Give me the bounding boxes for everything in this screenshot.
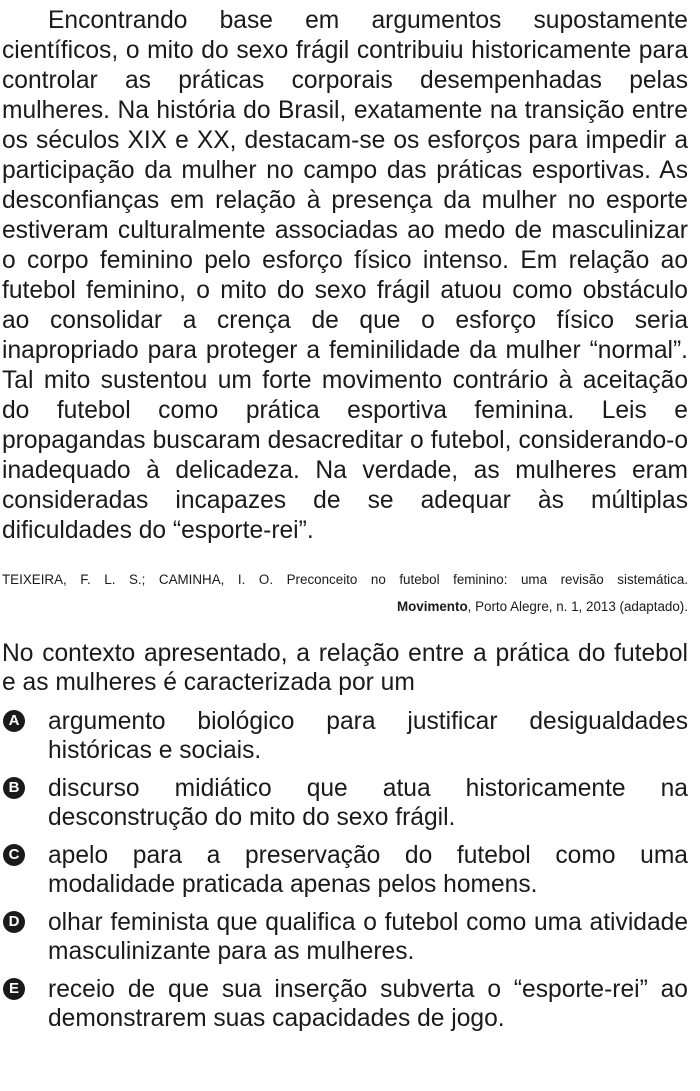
option-d[interactable] (2, 908, 688, 966)
question-stem: No contexto apresentado, a relação entre a prática do futebol e as mulheres é caracterizada por um (2, 640, 688, 696)
option-c-letter-badge: C (3, 844, 25, 866)
option-a[interactable] (2, 707, 688, 765)
option-e[interactable] (2, 975, 688, 1033)
option-a-text: argumento biológico para justificar desigualdades históricas e sociais. (48, 708, 688, 764)
citation-source (2, 593, 688, 620)
citation-journal: Movimento (396, 599, 468, 614)
option-c[interactable] (2, 841, 688, 899)
option-a-letter-badge: A (3, 710, 25, 732)
option-e-text: receio de que sua inserção subverta o “esporte-rei” ao demonstrarem suas capacidades de jogo. (48, 976, 688, 1032)
option-d-letter-badge: D (3, 911, 25, 933)
option-b[interactable] (2, 774, 688, 832)
citation (2, 566, 688, 620)
citation-details: , Porto Alegre, n. 1, 2013 (adaptado). (467, 599, 688, 614)
answer-options (2, 707, 688, 1033)
citation-authors-title: TEIXEIRA, F. L. S.; CAMINHA, I. O. Preconceito no futebol feminino: uma revisão sistemática. (2, 572, 688, 587)
option-b-text: discurso midiático que atua historicamente na desconstrução do mito do sexo frágil. (48, 775, 688, 831)
option-e-letter-badge: E (3, 978, 25, 1000)
option-c-text: apelo para a preservação do futebol como uma modalidade praticada apenas pelos homens. (48, 842, 688, 898)
option-d-text: olhar feminista que qualifica o futebol como uma atividade masculinizante para as mulheres. (48, 909, 688, 965)
passage-text: Encontrando base em argumentos supostamente científicos, o mito do sexo frágil contribuiu historicamente para controlar as práticas corporais desempenhadas pelas mulheres. Na história do Brasil, exatamente na transição entre os séculos XIX e XX, destacam-se os esforços para impedir a participação da mulher no campo das práticas esportivas. As desconfianças em relação à presença da mulher no esporte estiveram culturalmente associadas ao medo de masculinizar o corpo feminino pelo esforço físico intenso. Em relação ao futebol feminino, o mito do sexo frágil atuou como obstáculo ao consolidar a crença de que o esforço físico seria inapropriado para proteger a feminilidade da mulher “normal”. Tal mito sustentou um forte movimento contrário à aceitação do futebol como prática esportiva feminina. Leis e propagandas buscaram desacreditar o futebol, considerando-o inadequado à delicadeza. Na verdade, as mulheres eram consideradas incapazes de se adequar às múltiplas dificuldades do “esporte-rei”. (2, 7, 688, 544)
option-b-letter-badge: B (3, 777, 25, 799)
